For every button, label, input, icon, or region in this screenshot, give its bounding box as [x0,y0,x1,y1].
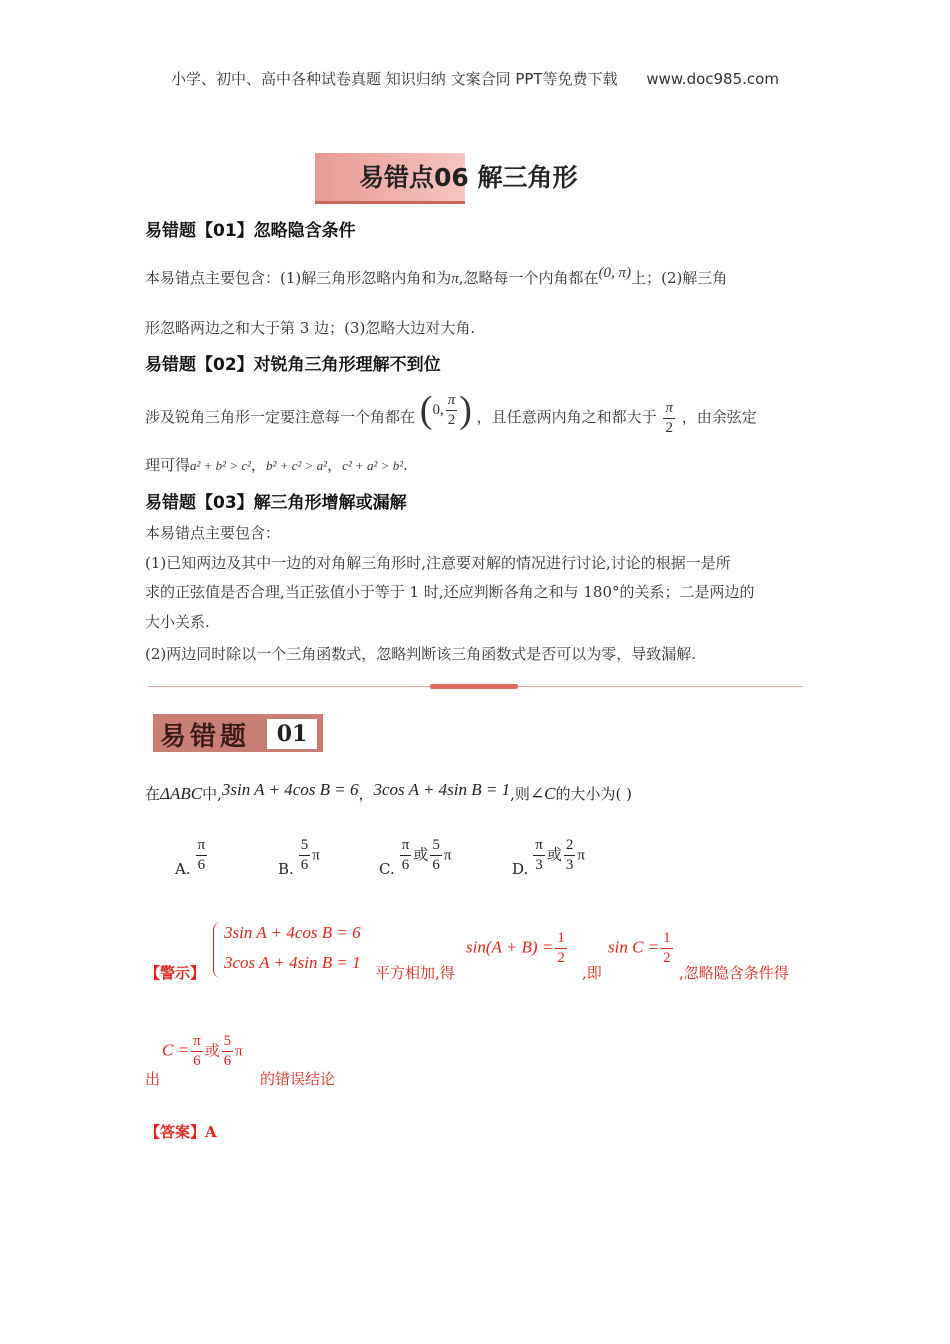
text: 0, [432,402,444,418]
fraction-half-pi [663,401,675,436]
text: 理可得 [145,456,191,474]
text-or: 或 [413,845,429,864]
option-a[interactable] [175,838,209,878]
header-url[interactable]: www.doc985.com [646,70,779,88]
num: 5 [299,838,311,856]
warning-text-2: ,即 [582,964,602,982]
fraction [222,1034,234,1069]
text: ， [327,456,343,474]
text: 的大小为( ) [555,785,632,803]
math-pi: π [235,1043,243,1060]
num: π [446,393,458,411]
num: 5 [430,838,442,856]
equation-2: 3cos A + 4sin B = 1 [373,780,511,799]
num: π [191,1034,203,1052]
fraction [299,838,311,873]
option-label: A. [175,859,191,878]
math-pi: π [443,847,452,864]
num: π [533,838,545,856]
header-text: 小学、初中、高中各种试卷真题 知识归纳 文案合同 PPT等免费下载 [171,70,618,88]
system-eq-2: 3cos A + 4sin B = 1 [224,953,361,972]
option-label: C. [379,859,395,878]
option-label: B. [278,859,294,878]
text-or: 或 [546,845,562,864]
fraction [555,931,567,966]
math: sin C = [608,937,660,957]
math-pi: π [577,847,585,864]
answer [145,1121,217,1142]
text: 中, [202,785,222,803]
fraction [196,838,208,873]
den: 2 [447,411,456,428]
system-brace [213,922,222,978]
num: 5 [222,1034,234,1052]
section-02-body [145,390,807,437]
den: 6 [432,857,440,873]
question-badge-number: 01 [267,719,317,749]
num: π [196,838,208,856]
section-heading-03: 易错题【03】解三角形增解或漏解 [145,493,407,513]
math-triangle: ΔABC [160,784,203,803]
section-03-line-2: (1)已知两边及其中一边的对角解三角形时,注意要对解的情况进行讨论,讨论的根据一是所 [145,554,731,572]
page-header [0,68,950,89]
answer-label: 【答案】 [145,1123,206,1141]
den: 6 [300,857,309,873]
section-heading-01: 易错题【01】忽略隐含条件 [145,221,356,241]
warning-sinAB [466,931,569,966]
text: ， [251,456,267,474]
den: 2 [557,950,565,966]
section-03-line-3: 求的正弦值是否合理,当正弦值小于等于 1 时,还应判断各角之和与 180°的关系；二是两边的 [145,583,755,601]
divider-accent [430,684,518,689]
den: 6 [193,1053,201,1069]
fraction [446,393,458,428]
math-pi: π [312,847,320,864]
fraction [430,838,442,873]
num: 2 [564,838,576,856]
text: ,则 [510,785,530,803]
warning-sinC [608,931,675,966]
answer-value: A [205,1123,217,1141]
warning-text-5: 的错误结论 [260,1070,336,1088]
section-heading-02: 易错题【02】对锐角三角形理解不到位 [145,355,441,375]
den: 3 [535,857,543,873]
section-03-line-5: (2)两边同时除以一个三角函数式，忽略判断该三角函数式是否可以为零，导致漏解. [145,645,697,663]
fraction [533,838,545,873]
page-title: 易错点06 解三角形 [359,163,578,192]
den: 2 [665,419,673,436]
num: π [663,401,675,419]
section-01-body-2: 形忽略两边之和大于第 3 边；(3)忽略大边对大角. [145,319,476,337]
inequality: c² + a² > b² [342,458,404,473]
text: . [403,456,408,474]
fraction [191,1034,203,1069]
system-eq-1: 3sin A + 4cos B = 6 [224,923,361,942]
num: 1 [555,931,567,949]
text-or: 或 [204,1041,220,1060]
math: sin(A + B) = [466,937,554,957]
num: π [400,838,412,856]
text: 在 [145,785,161,803]
warning-text-1: 平方相加,得 [375,964,455,982]
den: 6 [401,857,410,873]
text: ，且任意两内角之和都大于 [476,408,657,426]
text: 本易错点主要包含：(1)解三角形忽略内角和为 [145,269,452,287]
section-03-line-1: 本易错点主要包含： [145,524,281,542]
num: 1 [661,931,673,949]
section-01-body [145,258,807,294]
warning-text-3: ,忽略隐含条件得 [679,964,789,982]
math-pi: π [451,271,459,287]
math: C = [162,1040,190,1060]
warning-label: 【警示】 [145,964,206,982]
option-b[interactable] [278,838,320,878]
inequality: a² + b² > c² [190,458,252,473]
text: ，由余弦定 [681,408,757,426]
math-interval-half-pi: ( 0, $\frac{\pi}{2}$ ) [419,389,472,431]
fraction [400,838,412,873]
question-badge-label: 易错题 [160,722,251,752]
math-interval: (0, π) [598,265,632,281]
fraction [564,838,576,873]
den: 6 [197,857,206,873]
option-d[interactable] [512,838,585,878]
warning-conclusion-math [162,1034,243,1069]
text: 涉及锐角三角形一定要注意每一个角都在 [145,408,416,426]
text: ,忽略每一个内角都在 [458,269,599,287]
text: ， [358,785,374,803]
den: 6 [223,1053,232,1069]
equation-1: 3sin A + 4cos B = 6 [221,780,359,799]
den: 3 [565,857,574,873]
math-angle: ∠C [529,784,556,803]
section-02-body-2 [145,450,807,481]
section-03-line-4: 大小关系. [145,613,210,631]
warning-text-4: 出 [145,1070,161,1088]
den: 2 [663,950,671,966]
text: 上；(2)解三角 [631,269,728,287]
inequality: b² + c² > a² [266,458,328,473]
fraction [661,931,673,966]
question-stem [145,780,632,804]
option-label: D. [512,859,529,878]
option-c[interactable] [379,838,451,878]
